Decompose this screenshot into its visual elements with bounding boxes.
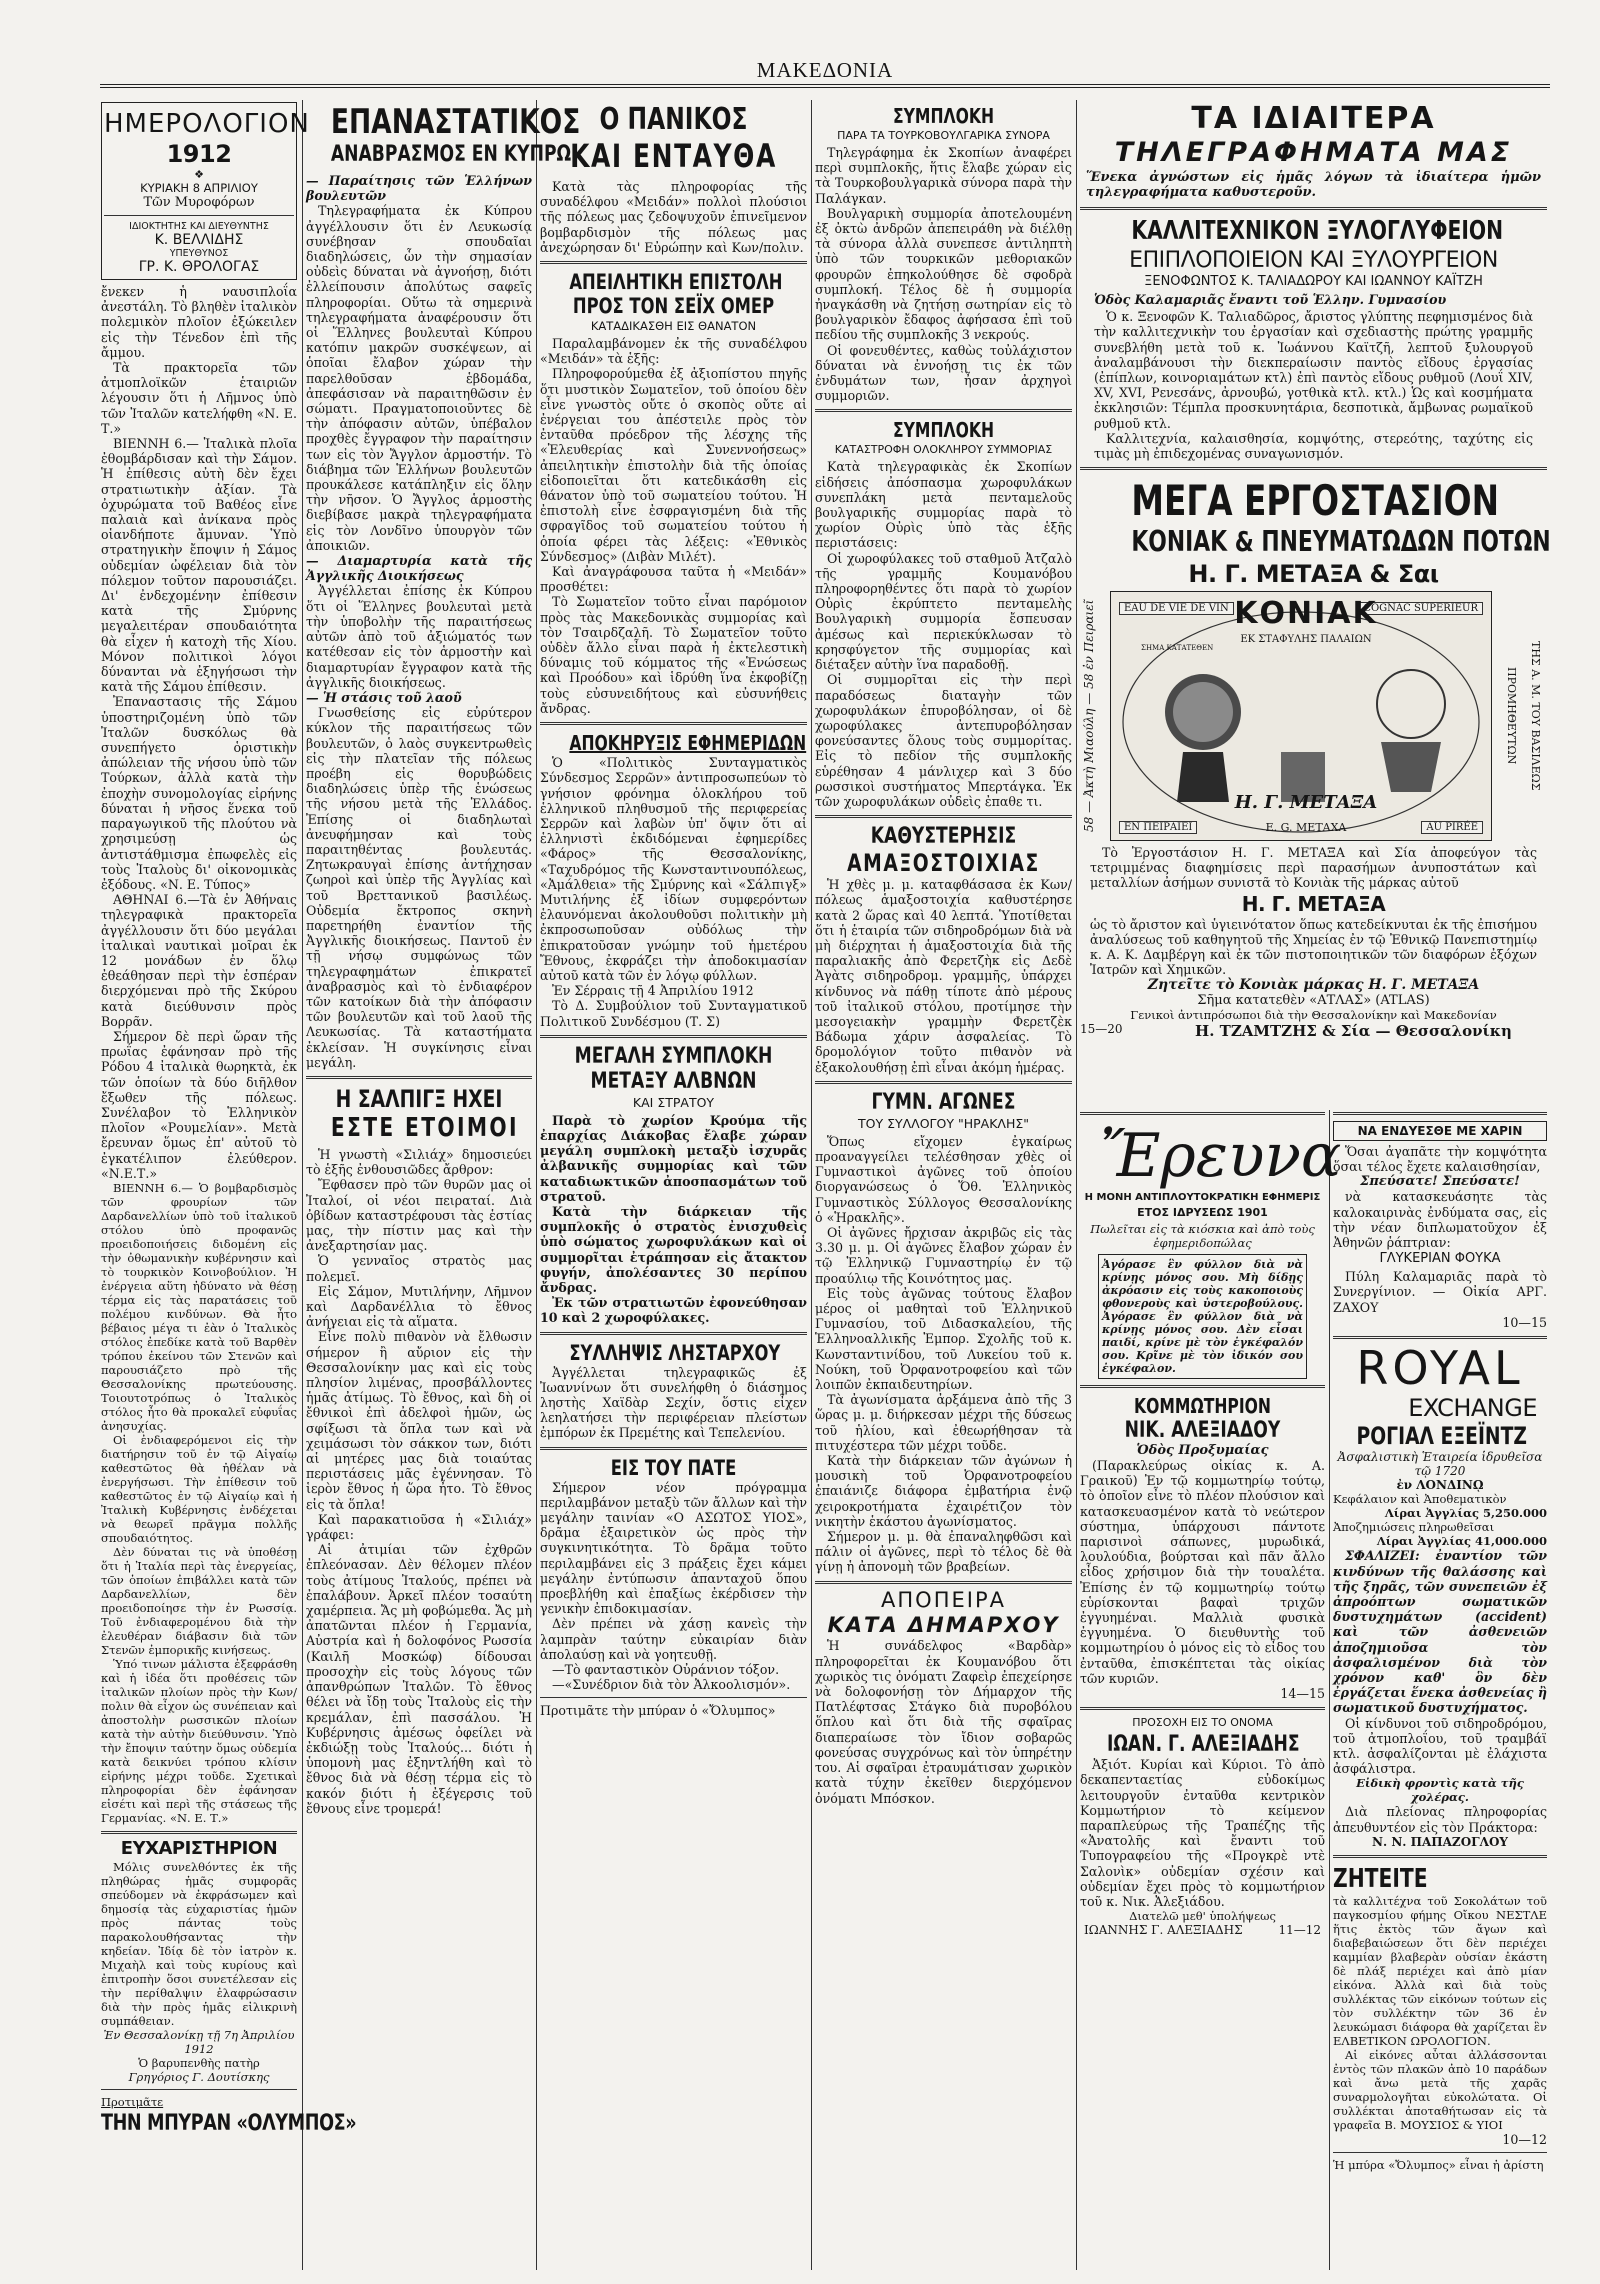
article-text: Σήμερον νέον πρόγραμμα περιλαμβάνον μεταξὺ τῶν ἄλλων καὶ τὴν μεγάλην ταινίαν «Ο ΑΣΩΤΟΣ ΥΙΟΣ», δρᾶμα ἐξαιρετικὸν ὡς πρὸς τὴν συγκινητικότητα. Τὸ δρᾶμα τοῦτο περιλαμβάνει εἰς 3 πράξεις ἔχει κάμει μεγάλην ἐντύπωσιν ἁπανταχοῦ ὅπου προεβλήθη καὶ ἐπαξίως ἐκέρδισεν τὴν γενικὴν ἐπιδοκιμασίαν. [540,1479,807,1617]
telegram-note: Ἕνεκα ἀγνώστων εἰς ἡμᾶς λόγων τὰ ἰδιαίτερα ἡμῶν τηλεγραφήματα καθυστεροῦν. [1086,170,1541,201]
ad-demand: Ζητεῖτε τὸ Κονιὰκ μάρκας Η. Γ. ΜΕΤΑΞΑ [1147,977,1480,994]
ad-text: Καλλιτεχνία, καλαισθησία, κομψότης, στερεότης, ταχύτης εἰς τιμὰς μὴ ἐπιδεχομένας συναγωνισμόν. [1094,430,1533,461]
article-text: Δὲν πρέπει νὰ χάσῃ κανεὶς τὴν λαμπρὰν ταύτην εὐκαιρίαν διὰν ἀπολαύσῃ καὶ νὰ γοητευθῇ. [540,1616,807,1662]
article-text: Οἱ ἐνδιαφερόμενοι εἰς τὴν διατήρησιν τοῦ ἐν τῷ Αἰγαίῳ καθεστῶτος θὰ ἠθέλαν νὰ ἐνεργήσωσι. Τὴν ἐπίθεσιν τοῦ καθεστῶτος ἐν τῷ Αἰγαίῳ καὶ ἡ Ἰταλικὴ Κυβέρνησις ἐνδέχεται νὰ θεωρεῖ πρᾶγμα πολλῆς σπουδαιότητος. [101,1432,297,1545]
erevna-title: Ἔρευνα [1100,1121,1342,1191]
olympos-beer-ad: ΤΗΝ ΜΠΥΡΑΝ «ΟΛΥΜΠΟΣ» [101,2111,357,2137]
thanks-signature: Γρηγόριος Γ. Δουτίσκης [128,2070,270,2085]
divider [101,2089,297,2090]
article-text: Ἐπαναστασις τῆς Σάμου ὑποστηριζομένη ὑπὸ τῶν Ἰταλῶν δυσκόλως θὰ συνεπήγετο ὁριστικὴν ἀπώλειαν τῆς νήσου ὑπὸ τῶν Τούρκων, ἀλλὰ κατὰ τὴν ἐποχὴν συνομολογίας εἰρήνης δύναται ἡ νῆσος ἕνεκα τοῦ παραγωγικοῦ τῆς πλούτου νὰ χρησιμεύσῃ ὡς ἀντιστάθμισμα ἐπωφελὲς εἰς τοὺς Ἰταλοὺς δι' οἰκονομικὰς ἐξόδους. «Ν. Ε. Τύπος» [101,694,297,892]
ad-title: ΚΟΜΜΩΤΗΡΙΟΝ [1134,1394,1271,1418]
ad-subtitle: ΚΟΝΙΑΚ & ΠΝΕΥΜΑΤΩΔΩΝ ΠΟΤΩΝ [1131,525,1551,559]
ad-text: Πωλεῖται εἰς τὰ κιόσκια καὶ ἀπὸ τοὺς ἐφημεριδοπώλας [1090,1222,1315,1250]
ad-subtitle: Η ΜΟΝΗ ΑΝΤΙΠΛΟΥΤΟΚΡΑΤΙΚΗ ΕΦΗΜΕΡΙΣ [1084,1192,1321,1203]
headline: ΜΕΓΑΛΗ ΣΥΜΠΛΟΚΗ [574,1043,773,1069]
article-text: Αἱ ἀτιμίαι τῶν ἐχθρῶν ἐπλεόνασαν. Δὲν θέλομεν πλέον τοὺς ἀτίμους Ἰταλούς, πρέπει νὰ ἐπαλάβουν. Ἀρκεῖ πλέον τοσαύτη χαμέρπεια. Ἄς μὴ φοβώμεθα. Ἄς μὴ ἀπατῶνται πλέον ἡ Γερμανία, Αὐστρία καὶ ἡ δολοφόνος Ρωσσία (Καιλῆ Μοσκώφ) δίδουσαι προσοχὴν εἰς τοὺς λόγους τῶν ἀπανθρώπων Ἰταλῶν. Τὸ ἔθνος θέλει νὰ ἴδῃ τοὺς Ἰταλοὺς εἰς τὴν κρεμάλαν, ἐπὶ πασσάλου. Ἡ Κυβέρνησις ἀμέσως ὀφείλει νὰ ἐκδιώξῃ τοὺς Ἰταλούς... διότι ἡ ὑπομονὴ μας ἐξηντλήθη καὶ τὸ ἔθνος διὰ νὰ θέσῃ τέρμα εἰς τὸ κακόν διότι ἡ ἐξέγερσις τοῦ ἔθνους εἶνε τρομερά! [306,1542,532,1816]
divider [540,1035,807,1038]
article-text: Τὰ πρακτορεῖα τῶν ἀτμοπλοϊκῶν ἑταιριῶν λέγουσιν ὅτι ἡ Λῆμνος ὑπὸ τῶν Ἰταλῶν κατελήφθη «Ν. Ε. Τ.» [101,360,297,436]
ad-number: 14—15 [1280,1686,1325,1702]
cognac-label-area [1080,591,1547,841]
thanks-title: ΕΥΧΑΡΙΣΤΗΡΙΟΝ [120,1837,278,1859]
calendar-feast: Τῶν Μυροφόρων [143,194,255,210]
ad-title: ΜΕΓΑ ΕΡΓΟΣΤΑΣΙΟΝ [1131,476,1500,526]
column-rule [302,100,303,2270]
article-text: Δὲν δύναται τις νὰ ὑποθέσῃ ὅτι ἡ Ἰταλία περὶ τὰς ἐνεργείας, τῶν ὁποίων ἐπιβάλλει κατὰ τῶν Δαρδανελλίων, δὲν προειδοποίησε τὴν ἐν Ρωσσίᾳ. Τοῦ ἐνδιαφερομένου διὰ τὴν ἐλευθέραν διάβασιν διὰ τῶν Στενῶν ἐμπορικῆς κινήσεως. [101,1544,297,1657]
headline: ΑΠΟΚΗΡΥΞΙΣ ΕΦΗΜΕΡΙΔΩΝ [569,731,807,756]
right-section [1080,100,1551,1110]
divider [540,1332,807,1335]
ad-number: 11—12 [1278,1923,1321,1938]
ad-trademark: Σῆμα κατατεθὲν «ΑΤΛΑΣ» (ATLAS) [1197,993,1430,1009]
divider [1080,1385,1325,1388]
ad-title: ΚΑΛΛΙΤΕΧΝΙΚΟΝ ΞΥΛΟΓΛΥΦΕΙΟΝ [1131,215,1504,246]
purveyor-vertical: ΠΡΟΜΗΘΕΥΤΩΝ [1505,667,1518,765]
royal-subtitle: EXCHANGE [1408,1393,1537,1422]
article-text: Οἱ συμμορῖται εἰς τὴν περὶ παραδόσεως διαταγὴν τῶν χωροφυλάκων ἐπυροβόλησαν, οἱ δὲ χωροφύλακες ἀντεπυροβόλησαν φονεύσαντες ὅλους τοὺς συμμορίτας. Εἰς τὸ πεδίον τῆς συμπλοκῆς εὑρέθησαν 4 μάνλιχερ καὶ 3 δύο ρωσσικοὶ συστήματος Μπερτάγκα. Ἐκ τῶν χωροφυλάκων οὐδεὶς ἐπαθε τι. [815,672,1072,809]
editor-name: ΓΡ. Κ. ΘΡΟΛΟΓΑΣ [138,258,260,275]
headline-sub: ΕΣΤΕ ΕΤΟΙΜΟΙ [330,1112,519,1143]
headline-sub: ΚΑΙ ΕΝΤΑΥΘΑ [570,137,777,175]
article-text: Σήμερον δὲ περὶ ὥραν τῆς πρωΐας ἐφάνησαν πρὸ τῆς Ρόδου 4 ἰταλικὰ θωρηκτὰ, ἐκ τῶν ὁποίων τὰ δύο διῆλθον ἔξωθεν τῆς πόλεως. Συνέλαβον τὸ Ἑλληνικὸν πλοῖον «Ρουμελίαν». Μετὰ ἔρευναν ὅμως ἐπ' αὐτοῦ τὸ ἐγκατέλιπον ἐλεύθερον. «Ν.Ε.Τ.» [101,1028,297,1181]
ad-agent: Ν. Ν. ΠΑΠΑΖΟΓΛΟΥ [1372,1834,1508,1849]
label-left-tag: EAU DE VIE DE VIN [1119,602,1234,615]
ad-text: Διὰ πλείονας πληροφορίας ἀπευθυντέον εἰς τὸν Πράκτορα: [1333,1804,1547,1835]
calendar-box [101,102,310,280]
subheading: ΤΟΥ ΣΥΛΛΟΓΟΥ "ΗΡΑΚΛΗΣ" [857,1115,1029,1131]
beer-note: Προτιμᾶτε τὴν μπύραν ὁ «Ὄλυμπος» [540,1703,776,1719]
subheading: — Ἡ στάσις τοῦ λαοῦ [306,689,462,705]
subheading: — Παραίτησις τῶν Ἑλλήνων βουλευτῶν [306,173,532,204]
column-3 [540,100,807,2270]
article-text: Ὁ «Πολιτικὸς Συνταγματικὸς Σύνδεσμος Σερρῶν» ἀντιπροσωπεύων τὸ γνήσιον φρόνημα ὁλοκλήρου τοῦ ἑλληνικοῦ πληθυσμοῦ τῆς περιφερείας Σερρῶν καὶ λαβὼν ὑπ' ὄψιν ὅτι αἱ ἑλληνιστὶ ἐκδιδόμεναι ἐφημερίδες «Φάρος» τῆς Θεσσαλονίκης, «Ταχυδρόμος τῆς Κωνσταντινουπόλεως, «Ἀμάλθεια» τῆς Σμύρνης καὶ «Σάλπιγξ» Μυτιλήνης ἐξ ἰδίων συμφερόντων ἑλαυνόμεναι ἀκολουθοῦσι πολιτικὴν μὴ ἐκπροσωποῦσαν οὐδόλως τὴν ἐπικρατοῦσαν γνώμην τοῦ ἡμετέρου Ἔθνους, ἐκφράζει τὴν ἀποδοκιμασίαν αὐτοῦ κατὰ τῶν ἐν λόγῳ φύλλων. [540,755,807,983]
article-text: ἔνεκεν ἡ ναυσιπλοΐα ἀνεστάλη. Τὸ βληθὲν ἰταλικὸν πολεμικὸν πλοῖον ἐξώκειλεν εἰς τὴν Τένεδον ἐπὶ τῆς ἄμμου. [101,283,297,360]
article-text: Εἶνε πολὺ πιθανὸν νὰ ἔλθωσιν σήμερον ἢ αὔριον εἰς τὴν Θεσσαλονίκην μας καὶ εἰς τοὺς πλησίον λιμένας, προσβάλλοντες ἡμᾶς ἀτίμως. Τὸ ἔθνος, καὶ δὴ οἱ ἔθνικοὶ ἐπὶ ἀδελφοὶ ἡμῶν, ὡς σφίξωσι τὰ ὅπλα των καὶ νὰ χειμάσωσι τὸν σάκκον των, διότι αἱ μητέρες μας διὰ τοιαύτας περιστάσεις μᾶς ἐγέννησαν. Τὸ ἱερὸν ἔθνος ἡ ὥρα ἦτο. Τὸ ἔθνος εἰς τὰ ὅπλα! [306,1329,532,1512]
column-rule [1076,100,1077,2270]
label-mark: ΣΗΜΑ ΚΑΤΑΤΕΘΕΝ [1141,643,1214,652]
headline: ΠΡΟΣ ΤΟΝ ΣΕΪΧ ΟΜΕΡ [572,294,775,319]
article-text: Ἔφθασεν πρὸ τῶν θυρῶν μας οἱ Ἰταλοί, οἱ νέοι πειραταί. Διὰ ὀβίδων καταστρέφουσι τὰς ἑστίας μας, τὴν πίστιν μας καὶ τὴν ἀνεξαρτησίαν μας. [306,1177,532,1254]
ad-text: ὡς τὸ ἄριστον καὶ ὑγιεινότατον ὅπως κατεδείκνυται ἐκ τῆς ἐπισήμου ἀναλύσεως τοῦ καθηγητοῦ τῆς Χημείας ἐν τῷ Ἐθνικῷ Πανεπιστημίῳ κ. Α. Κ. Δαμβέργη καὶ ἐκ τῶν πιστοποιητικῶν τῶν διαφόρων ἐξόχων Ἰατρῶν καὶ Χημικῶν. [1090,916,1537,978]
divider [1080,467,1547,470]
ad-text: Ὅσαι ἀγαπᾶτε τὴν κομψότητα ὅσαι τέλος ἔχετε καλαισθησίαν, [1333,1144,1547,1175]
divider [1080,207,1547,210]
headline: ΑΠΟΠΕΙΡΑ [881,1587,1006,1612]
royal-title: ROYAL [1356,1341,1524,1396]
divider [540,1447,807,1450]
subheading: ΠΑΡΑ ΤΑ ΤΟΥΡΚΟΒΟΥΛΓΑΡΙΚΑ ΣΥΝΟΡΑ [837,129,1050,142]
divider [1080,1112,1325,1115]
ad-name: ΓΛΥΚΕΡΙΑΝ ΦΟΥΚΑ [1379,1251,1501,1267]
headline: ΚΑΘΥΣΤΕΡΗΣΙΣ [870,824,1017,850]
ad-text: τὰ καλλιτέχνα τοῦ Σοκολάτων τοῦ παγκοσμίου φήμης Οἴκου ΝΕΣΤΛΕ ἥτις ἐκτὸς τῶν ἄγων καὶ διαβεβαιώσεων ὅτι δὲν περιέχει καμμίαν βλαβερὰν οὐσίαν ἐκάστη δὲ πλάξ περιέχει καὶ ἀπὸ μίαν εἰκόνα. Ἀλλὰ καὶ διὰ τοὺς συλλέκτας τῶν εἰκόνων τούτων εἰς τὸν συλλέκτην τῶν 36 ἐν λευκώμασι διάφορα θὰ χαρίζεται ἓν ΕΛΒΕΤΙΚΟΝ ΩΡΟΛΟΓΙΟΝ. [1333,1893,1547,2048]
owner-label: ΙΔΙΟΚΤΗΤΗΣ ΚΑΙ ΔΙΕΥΘΥΝΤΗΣ [129,220,269,232]
article-text: Κατὰ τὰς πληροφορίας τῆς συναδέλφου «Μειδάν» πολλοὶ πλούσιοι τῆς πόλεως μας ζεδοψυχοῦν ἐπινεῖμενον βομβαρδισμὸν τῆς πόλεως μας ἀνεχώρησαν δι' Εὐρώπην καὶ Κων/πολιν. [540,179,807,255]
cognac-label [1110,591,1492,841]
divider [540,722,807,725]
ad-text: Ἀσφαλιστικὴ Ἑταιρεία ἱδρυθεῖσα τῷ 1720 [1337,1450,1543,1479]
divider [104,215,294,216]
ad-text: ἐν ΛΟΝΔΙΝῼ [1396,1478,1484,1493]
label-bottom-right: AU PIRÉE [1421,821,1483,834]
article-text: Πληροφορούμεθα ἐξ ἀξιοπίστου πηγῆς ὅτι μυστικὸν Σωματεῖον, τοῦ ὁποίου δὲν εἶνε γνωστὸς οὔτε ὁ σκοπὸς οὔτε αἱ ἐνέργειαι του ἀπέστειλε πρὸς τὸν ἐνταῦθα πρόεδρον τῆς λέσχης τῆς «Ἐλευθερίας καὶ Συνεννοήσεως» ἀπειλητικὴν ἐπιστολὴν διὰ τῆς ὁποίας εἰδοποιεῖται ὅτι κατεδικάσθη εἰς θάνατον ὑπὸ τοῦ σωματείου τούτου. Ἡ ἐπιστολὴ εἶνε ἐσφραγισμένη διὰ τῆς σφραγῖδος τοῦ σωματείου τούτου ἡ ὁποία φέρει τὰς λέξεις: «Ἐθνικὸς Σύνδεσμος» (Διβὰν Μιλέτ). [540,366,807,564]
column-5 [1080,1112,1342,2270]
article-text: Οἱ χωροφύλακες τοῦ σταθμοῦ Ἀτζαλὸ τῆς γραμμῆς Κουμανόβου πληροφορηθέντες ὅτι παρὰ τὸ χωρίον Οὐρὶς ἐκρύπτετο πενταμελὴς Βουλγαρικὴ συμμορία ἔσπευσαν ἀμέσως καὶ περιεκύκλωσαν τὸ κρησφύγετον τῆς συμμορίας καὶ διέταξεν αὐτὴν ἵνα παραδοθῇ. [815,550,1072,673]
divider [1333,2152,1547,2153]
masthead-rule [100,84,1550,88]
headline: ΕΠΑΝΑΣΤΑΤΙΚΟΣ [330,102,581,142]
headline: ΣΥΜΠΛΟΚΗ [892,418,995,443]
metaxa-ad [1080,476,1551,1042]
ad-address: Ὁδὸς Καλαμαριᾶς ἔναντι τοῦ Ἑλλην. Γυμνασίου [1094,291,1447,307]
article-text: Ὅπως εἴχομεν ἐγκαίρως προαναγγείλει τελέσθησαν χθὲς οἱ Γυμναστικοὶ ἀγῶνες τοῦ ὁποίου διοργανώσεως ὁ Ὅθ. Ἑλληνικὸς Γυμναστικὸς Σύλλογος Θεσσαλονίκης ὁ «Ἡρακλῆς». [815,1133,1072,1225]
woodcarving-ad [1080,216,1547,462]
article-text: ΒΙΕΝΝΗ 6.— Ὁ βομβαρδισμὸς τῶν φρουρίων τῶν Δαρδανελλίων ὑπὸ τοῦ ἰταλικοῦ στόλου ὑπὸ προφανῶς προειδοποιήσεις διδομένη εἰς τὴν ὀθωμανικὴν κυβέρνησιν καὶ τὸ τουρκικὸν Κοινοβούλιον. Ἡ ἐνέργεια αὕτη ἠδύνατο νὰ θέσῃ τέρμα εἰς τὰς παρατάσεις τοῦ πολέμου κινδύνων. Θὰ ἦτο βέβαιος μέγα τι ἐὰν ὁ Ἰταλικὸς στόλος ἐπεδίκε κατὰ τοῦ Βαρθὲν τρόπου ἐκείνου τῶν Στενῶν καὶ παρουσιάζετο πρὸ τῆς Θεσσαλονίκης πρωτεύουσης. Τοιουτοτρόπως ὁ Ἰταλικὸς στόλος ἦτο θὰ προκαλεῖ εὐφυΐας ἀνησυχίας. [101,1180,297,1433]
article-text: Κατὰ τὴν διάρκειαν τῆς συμπλοκῆς ὁ στρατὸς ἐνισχυθεὶς ὑπὸ σώματος χωροφυλάκων καὶ οἱ συμμορῖται ἐτράπησαν εἰς ἄτακτον φυγήν, ἀπολέσαντες 30 περίπου ἄνδρας. [540,1203,807,1295]
article-text: Ἡ συνάδελφος «Βαρδὰρ» πληροφορεῖται ἐκ Κουμανόβου ὅτι χωρικὸς τις ὀνόματι Ζαφεὶρ ἐπεχείρησε νὰ δολοφονήσῃ τὸν Δήμαρχον τῆς Πατλέφτσας Στάγκο διὰ πυροβόλου ὅπλου καὶ ὅτι διὰ τῆς σφαῖρας διαπεραίωσε τὸν ἴδιον σοβαρῶς φονεύσας συγχρόνως καὶ τὸν ὑπηρέτην του. Αἱ σφαῖραι ἐτραυμάτισαν χωρικὸν κατὰ τύχην ἐκεῖθεν διερχόμενον ὀνόματι Μπόσκον. [815,1638,1072,1806]
article-text: Ἀγγέλλεται τηλεγραφικῶς ἐξ Ἰωαννίνων ὅτι συνελήφθη ὁ διάσημος ληστὴς Χαϊδὰρ Σεχίν, ὅστις εἶχεν λεηλατήσει τὴν περιφέρειαν πλείστων ἐμπόρων ἐκ Πρεμέτης καὶ Τεπελενίου. [540,1364,807,1441]
ad-subtitle: ΕΠΙΠΛΟΠΟΙΕΙΟΝ ΚΑΙ ΞΥΛΟΥΡΓΕΙΟΝ [1129,247,1498,273]
divider [306,1076,532,1079]
subheading: — Διαμαρτυρία κατὰ τῆς Ἀγγλικῆς Διοικήσεως [306,553,532,584]
column-2 [306,100,581,2270]
newspaper-name: ΜΑΚΕΔΟΝΙΑ [756,58,894,82]
article-text: Βουλγαρικὴ συμμορία ἀποτελουμένη ἐξ ὀκτὼ ἀνδρῶν ἀπεπειράθη νὰ διέλθῃ τὰ σύνορα ἀλλὰ συνεπεσε ἀντιληπτὴ ὑπὸ τῶν τουρκικῶν μεθοριακῶν φρουρῶν ἐπηκολούθησε δὲ σφοδρὰ συμπλοκή. Τέλος δὲ ἡ συμμορία ἠναγκάσθη νὰ ζητήσῃ σωτηρίαν εἰς τὸ βουλγαρικὸν ἔδαφος ἀφήσασα ἐπὶ τοῦ πεδίου τῆς συμπλοκῆς 3 νεκρούς. [815,205,1072,343]
headline: ΣΥΛΛΗΨΙΣ ΛΗΣΤΑΡΧΟΥ [569,1340,781,1365]
headline: ΕΙΣ ΤΟΥ ΠΑΤΕ [610,1455,737,1480]
ad-text: Ἀξιότ. Κυρίαι καὶ Κύριοι. Τὸ ἀπὸ δεκαπενταετίας εὐδοκίμως λειτουργοῦν ἐνταῦθα κεντρικὸν Κομμωτήριον τὸ κείμενον παραπλεύρως τῆς Τραπέζης τῆς «Ἀνατολῆς καὶ ἔναντι τοῦ Τυπογραφείου τῆς «Προγκρὲ ντὲ Σαλονὶκ» οὐδεμίαν σχέσιν καὶ οὐδεμίαν ἔχει πρὸς τὸ κομμωτήριον τοῦ κ. Νικ. Ἀλεξιάδου. [1080,1757,1325,1910]
ad-number: 15—20 [1080,1022,1123,1037]
ad-address: Ὁδὸς Προξυμαίας [1136,1443,1269,1458]
subheading: ΚΑΤΑΣΤΡΟΦΗ ΟΛΟΚΛΗΡΟΥ ΣΥΜΜΟΡΙΑΣ [834,443,1053,457]
ad-text: Λίραι Ἀγγλίας 5,250.000 [1384,1506,1547,1521]
article-text: Τὰ ἀγωνίσματα ἀρξάμενα ἀπὸ τῆς 3 ὥρας μ. μ. διήρκεσαν μέχρι τῆς δύσεως τοῦ ἡλίου, καὶ ἐθεωρήθησαν τὰ πιτυχέστερα τῶν μέχρι τοῦδε. [815,1392,1072,1453]
erevna-box: Ἀγόρασε ἓν φύλλον διὰ νὰ κρίνῃς μόνος σου. Μὴ δίδῃς ἀκρόασιν εἰς τοὺς κακοποιοὺς φθονεροὺς καὶ ὑστεροβούλους. Ἀγόρασε ἓν φύλλον διὰ νὰ κρίνῃς μόνος σου. Δὲν εἶσαι παιδί, κρίνε μὲ τὸν ἐγκέφαλόν σου. Κρῖνε μὲ τὸν ἰδικόν σου ἐγκέφαλον. [1098,1254,1307,1379]
article-text: Τηλεγραφήματα ἐκ Κύπρου ἀγγέλλουσιν ὅτι ἐν Λευκωσίᾳ συνέβησαν σπουδαῖαι διαδηλώσεις, ὧν τὴν σημασίαν οὐδεὶς δύναται νὰ ἀγνοήσῃ, διότι ἐλλείπουσιν ἀπολύτως σαφεῖς πληροφορίαι. Οὕτω τὰ σημερινὰ τηλεγραφήματα ἀναφέρουσιν ὅτι οἱ Ἕλληνες βουλευταὶ Κύπρου κατόπιν μακρῶν συσκέψεων, αἱ ὁποῖαι ἔλαβον χώραν τὴν παρελθοῦσαν ἑβδομάδα, ἀπεφάσισαν νὰ παραιτηθῶσιν ἐν σώματι. Πραγματοποιοῦντες δὲ τὴν ἀπόφασιν αὐτῶν, ὑπέβαλον προχθὲς ἔγγραφον τὴν παραίτησιν των εἰς τὸν Ἄγγλον ἁρμοστήν. Τὸ διάβημα τῶν Ἑλλήνων βουλευτῶν προυκάλεσε κατάπληξιν εἰς ὅλην τὴν νῆσον. Ὁ Ἄγγλος ἁρμοστὴς διεβίβασε μακρὰ τηλεγραφήματα εἰς τὸν Λονδῖνο ὑπουργὸν τῶν ἀποικιῶν. [306,203,532,553]
article-text: Εἰς τοὺς ἀγῶνας τούτους ἔλαβον μέρος οἱ μαθηταὶ τοῦ Ἑλληνικοῦ Γυμνασίου, τοῦ Διδασκαλείου, τῆς Ἑλληνοαλλικῆς Ἐμπορ. Σχολῆς τοῦ κ. Κωνσταντινίδου, τοῦ Λυκείου τοῦ κ. Νούκη, τοῦ Ὀρφανοτροφείου καὶ τῶν λοιπῶν ἐκπαιδευτηρίων. [815,1285,1072,1393]
headline: ΓΥΜΝ. ΑΓΩΝΕΣ [871,1089,1016,1115]
ad-title: ΝΑ ΕΝΔΥΕΣΘΕ ΜΕ ΧΑΡΙΝ [1333,1121,1547,1141]
ad-address: Πύλη Καλαμαριᾶς παρὰ τὸ Συνεργίνιον. — Οἰκία ΑΡΓ. ΖΑΧΟΥ [1333,1269,1547,1315]
ad-brand: Η. Γ. ΜΕΤΑΞΑ [1241,892,1386,917]
headline: ΑΜΑΞΟΣΤΟΙΧΙΑΣ [847,849,1040,878]
agent-row [1080,1022,1547,1042]
article-text: Τὸ Δ. Συμβούλιον τοῦ Συνταγματικοῦ Πολιτικοῦ Συνδέσμου (Τ. Σ) [540,998,807,1029]
label-right-tag: COGNAC SUPERIEUR [1358,602,1483,615]
article-text: Τὸ Σωματεῖον τοῦτο εἶναι παρόμοιον πρὸς τὰς Μακεδονικὰς συμμορίας καὶ τὸν Τσαιρδζαλῆ. Τὸ Σωματεῖον τοῦτο οὐδὲν ἄλλο εἶναι παρὰ ἡ ἐκτελεστικὴ δύναμις τοῦ κόμματος τῆς «Ἑνώσεως καὶ Προόδου» καὶ ἱδρύθη ἵνα ἐκφοβίζῃ τοὺς εὐσυνειδήτους καὶ εὐσυνήθεις ἄνδρας. [540,594,807,716]
column-rule [811,100,812,2270]
thanks-date: Ἐν Θεσσαλονίκῃ τῇ 7η Ἀπριλίου 1912 [103,2028,295,2057]
column-rule [1329,1110,1330,2270]
divider [1333,1336,1547,1339]
calendar-year: 1912 [166,139,232,168]
article-text: Γνωσθείσης εἰς εὐρύτερον κύκλον τῆς παραιτήσεως τῶν βουλευτῶν, ὁ λαὸς συγκεντρωθεὶς εἰς τὴν πλατεῖαν τῆς πόλεως προέβη εἰς θορυβώδεις διαδηλώσεις ὑπὲρ τῆς ἑνώσεως τῆς νήσου μετὰ τῆς Ἑλλάδος. Ἐπίσης οἱ διαδηλωταὶ ἀνευφήμησαν καὶ τοὺς παραιτηθέντας βουλευτάς. Ζητωκραυγαὶ ἐπίσης ἀντήχησαν ζωηροὶ καὶ ὑπὲρ τῆς Ἀγγλίας καὶ τοῦ Βρεττανικοῦ βασιλέως. Οὐδεμία ἔκτροπος σκηνὴ παρετηρήθη ἐναντίον τῆς Ἀγγλικῆς διοικήσεως. Παντοῦ ἐν τῇ νήσῳ συμφώνως τῶν τηλεγραφημάτων ἐπικρατεῖ ἀναβρασμὸς καὶ τὸ ἐνδιαφέρον τῶν κατοίκων διὰ τὴν ἀπόφασιν τῶν βουλευτῶν καὶ τοῦ λαοῦ τῆς Λευκωσίας. Τὰ καταστήματα ἐκλείσαν. Ἡ συγκίνησις εἶναι μεγάλη. [306,705,532,1070]
ad-number: 10—12 [1502,2131,1547,2147]
ad-text: Τὸ Ἐργοστάσιον Η. Γ. ΜΕΤΑΞΑ καὶ Σία ἀποφεύγον τὰς τετριμμένας διαφημίσεις περὶ παρασήμων ἀνυποστάτων καὶ μεταλλίων ἀσήμων συνιστᾶ τὸ Κονιὰκ τῆς μάρκας αὐτοῦ [1090,844,1537,891]
royal-greek: ΡΟΓΙΑΛ ΕΞΕΪΝΤΖ [1356,1422,1527,1451]
divider [540,261,807,264]
divider [815,815,1072,818]
subheading: ΚΑΙ ΣΤΡΑΤΟΥ [632,1094,715,1110]
article-text: Σήμερον μ. μ. θὰ ἐπαναληφθῶσι καὶ πάλιν οἱ ἀγῶνες, περὶ τὸ τέλος δὲ θὰ γίνῃ ἡ ἀπονομὴ τῶν βραβείων. [815,1529,1072,1575]
article-text: Παρὰ τὸ χωρίον Κρούμα τῆς ἐπαρχίας Διάκοβας ἔλαβε χώραν μεγάλη συμπλοκὴ μεταξὺ ἰσχυρᾶς ἀλβανικῆς συμμορίας καὶ τῶν καταδιωκτικῶν ἀποσπασμάτων τοῦ στρατοῦ. [540,1112,807,1204]
calendar-date: ΚΥΡΙΑΚΗ 8 ΑΠΡΙΛΙΟΥ [140,180,258,195]
article-text: Καὶ παρακατιοῦσα ἡ «Σιλιάχ» γράφει: [306,1511,532,1543]
headline-sub: ΑΝΑΒΡΑΣΜΟΣ ΕΝ ΚΥΠΡΩ [330,142,572,167]
article-text: Ἀγγέλλεται ἐπίσης ἐκ Κύπρου ὅτι οἱ Ἕλληνες βουλευταὶ μετὰ τὴν ὑποβολὴν τῆς παραιτήσεως αὐτῶν ἀπὸ τοῦ ἀξιώματός των κατέθεσαν εἰς τὸν ἁρμοστὴν καὶ διαμαρτυρίαν ἔγγραφον κατὰ τῆς ἀγγλικῆς διοικήσεως. [306,583,532,690]
ad-name: ΙΩΑΝ. Γ. ΑΛΕΞΙΑΔΗΣ [1106,1732,1300,1758]
article-text: ΑΘΗΝΑΙ 6.—Τὰ ἐν Ἀθήναις τηλεγραφικὰ πρακτορεῖα ἀγγέλλουσιν ὅτι δύο μεγάλαι ἰταλικαὶ ναυτικαὶ μοῖραι ἐκ 12 μονάδων ἐν ὅλῳ ἐθεάθησαν περὶ τὴν ἑσπέραν διερχόμεναι πρὸ τῆς Σκύρου κατὰ διεύθυνσιν πρὸς Βορρᾶν. [101,892,297,1029]
column-7 [1333,1112,1547,2270]
address-vertical: 58 — Ἀκτὴ Μιαούλη — 58 ἐν Πειραιεῖ [1082,599,1096,832]
article-text: Οἱ φονευθέντες, καθὼς τοὐλάχιστον δύναται νὰ ἐννοήσῃ τις ἐκ τῶν ἐνδυμάτων των, ἦσαν ἀρχηγοὶ συμμοριῶν. [815,342,1072,404]
column-4 [815,100,1072,2270]
divider [815,1081,1072,1084]
ad-text: Λίραι Ἀγγλίας 41,000.000 [1376,1534,1547,1549]
column-rule [536,100,537,2270]
ad-text: Αἱ εἰκόνες αὗται ἀλλάσσονται ἐντὸς τῶν πλακῶν ἀπὸ 10 παράδων καὶ ἄνω μετὰ τῆς χαρᾶς συναρμολογῆται εὐκολώτατα. Οἱ συλλέκται ἀποταθήτωσαν εἰς τὰ γραφεῖα Β. ΜΟΥΣΙΟΣ & ΥΙΟΙ [1333,2047,1547,2132]
ad-names: ΞΕΝΟΦΩΝΤΟΣ Κ. ΤΑΛΙΑΔΩΡΟΥ ΚΑΙ ΙΩΑΝΝΟΥ ΚΑΪΤΖΗ [1144,273,1483,289]
article-text: Ἡ γνωστὴ «Σιλιάχ» δημοσιεύει τὸ ἑξῆς ἐνθουσιῶδες ἄρθρον: [306,1146,532,1178]
divider [1080,1707,1325,1710]
label-sub: ΕΚ ΣΤΑΦΥΛΗΣ ΠΑΛΑΙΩΝ [1240,633,1372,645]
ad-agents: Γενικοὶ ἀντιπρόσωποι διὰ τὴν Θεσσαλονίκην καὶ Μακεδονίαν [1130,1008,1497,1023]
ad-hurry: Σπεύσατε! Σπεύσατε! [1360,1174,1520,1190]
article-text: Ὁ γενναῖος στρατὸς μας πολεμεῖ. [306,1253,532,1284]
divider [540,1697,807,1698]
headline: ΤΗΛΕΓΡΑΦΗΜΑΤΑ ΜΑΣ [1114,136,1513,168]
ad-text: ΣΦΑΛΙΖΕΙ: ἐναντίον τῶν κινδύνων τῆς θαλάσσης καὶ τῆς ξηρᾶς, τῶν συνεπειῶν ἐξ ἀπροόπτων σωματικῶν δυστυχημάτων (accident) καὶ τῶν ἀσθενειῶν ἀποζημιοῦσα τὸν ἀσφαλισμένον διὰ τὸν χρόνον καθ' ὃν δὲν ἐργάζεται ἕνεκα ἀσθενείας ἢ σωματικοῦ δυστυχήματος. [1333,1548,1547,1716]
ad-text: Ἀποζημιώσεις πληρωθεῖσαι [1333,1520,1495,1535]
ornament: ❖ [194,167,204,181]
divider [1333,1855,1547,1858]
thanks-signature-role: Ὁ βαρυπενθὴς πατὴρ [138,2056,260,2071]
ad-text: Εἰδικὴ φροντὶς κατὰ τῆς χολέρας. [1356,1776,1524,1805]
article-text: Καὶ ἀναγράφουσα ταῦτα ἡ «Μειδάν» προσθέτει: [540,564,807,595]
article-text: —Τὸ φανταστικὸν Οὐράνιον τόξον. [552,1662,780,1678]
article-text: Κατὰ τὴν διάρκειαν τῶν ἀγώνων ἡ μουσικὴ τοῦ Ὀρφανοτροφείου ἐπαιάνιζε διάφορα ἐμβατήρια ἐνῷ χειροκροτήματα ἐχαιρέτιζον τὸν νικητὴν ἑκάστου ἀγωνίσματος. [815,1453,1072,1529]
headline: Η ΣΑΛΠΙΓΞ ΗΧΕΙ [335,1084,503,1113]
headline: ΜΕΤΑΞΥ ΑΛΒΝΩΝ [590,1068,757,1094]
subheading: ΚΑΤΑΔΙΚΑΣΘΗ ΕΙΣ ΘΑΝΑΤΟΝ [590,319,757,334]
divider [815,409,1072,412]
editor-label: ΥΠΕΥΘΥΝΟΣ [169,247,229,259]
ad-name: ΝΙΚ. ΑΛΕΞΙΑΔΟΥ [1124,1418,1281,1443]
ad-prefix: ΠΡΟΣΟΧΗ ΕΙΣ ΤΟ ΟΝΟΜΑ [1132,1716,1273,1730]
article-text: —«Συνέδριον διὰ τὸν Ἀλκοολισμόν». [552,1677,791,1693]
article-text: Ἐκ τῶν στρατιωτῶν ἐφονεύθησαν 10 καὶ 2 χωροφύλακες. [540,1295,807,1326]
ad-number: 10—15 [1502,1314,1547,1330]
ad-agent-name: Η. ΤΖΑΜΤΖΗΣ & Σία — Θεσσαλονίκη [1195,1022,1512,1041]
divider [101,1831,297,1834]
label-bottom-left: ΕΝ ΠΕΙΡΑΙΕΙ [1119,821,1197,834]
headline: ΤΑ ΙΔΙΑΙΤΕΡΑ [1191,101,1436,136]
ad-title: ΖΗΤΕΙΤΕ [1333,1863,1428,1894]
article-text: ΒΙΕΝΝΗ 6.— Ἰταλικὰ πλοῖα ἐθομβάρδισαν καὶ τὴν Σάμον. Ἡ ἐπίθεσις αὐτὴ δὲν ἔχει στρατιωτικὴν ἀξίαν. Τὰ ὀχυρώματα τοῦ Βαθέος εἶνε παλαιὰ καὶ ἀνίκανα πρὸς οἱανδήποτε ἄμυναν. Ὑπὸ στρατηγικὴν ἔποψιν ἡ Σάμος οὐδεμίαν ὠφέλειαν διὰ τὸν πόλεμον τοῦτον παρουσιάζει. Δι' ἐνδεχομένην ἐπίθεσιν κατὰ τῆς Σμύρνης μεγαλειτέραν σπουδαιότητα θὰ εἶχεν ἡ κατοχὴ τῆς Χίου. Μόνον πολιτικοὶ λόγοι δύνανται νὰ ἐξηγήσωσι τὴν κατὰ τῆς Σάμου ἐπίθεσιν. [101,436,297,695]
label-maker: Η. Γ. ΜΕΤΑΞΑ [1234,791,1378,813]
ad-signoff: Διατελῶ μεθ' ὑπολήψεως [1129,1909,1276,1924]
divider [1333,1112,1547,1115]
label-brand-word: ΚΟΝΙΑΚ [1234,595,1378,631]
headline: ΑΠΕΙΛΗΤΙΚΗ ΕΠΙΣΤΟΛΗ [569,270,783,295]
headline: Ο ΠΑΝΙΚΟΣ [599,102,748,137]
thanks-text: Μόλις συνελθόντες ἐκ τῆς πληθώρας ἡμᾶς συμφορᾶς σπεύδομεν νὰ ἐκφράσωμεν καὶ δημοσίᾳ τὰς εὐχαριστίας ἡμῶν πρὸς πάντας τοὺς παρακολουθήσαντας τὴν κηδείαν. Ἰδίᾳ δὲ τὸν ἰατρὸν κ. Μιχαὴλ καὶ τοὺς κυρίους καὶ ἐπιτροπὴν ὅσοι συνετέλεσαν εἰς τὴν περίθαλψιν ἐλαφρώσασιν διὰ τὴν πρὸς ἡμᾶς εἰλικρινὴ συμπάθειαν. [101,1860,297,2029]
article-text: Εἰς Σάμον, Μυτιλήνην, Λῆμνον καὶ Δαρδανέλλια τὸ ἔθνος ἀνήγειαι εἰς τὰ αἵματα. [306,1283,532,1330]
article-text: Οἱ ἀγῶνες ἤρχισαν ἀκριβῶς εἰς τὰς 3.30 μ. μ. Οἱ ἀγῶνες ἔλαβον χώραν ἐν τῷ Ἑλληνικῷ Γυμναστηρίῳ ἐν τῷ προαύλιῳ τῆς Κοινότητος μας. [815,1224,1072,1286]
ad-text: Κεφάλαιον καὶ Ἀποθεματικὸν [1333,1492,1507,1507]
divider [815,1581,1072,1584]
owner-name: Κ. ΒΕΛΛΙΔΗΣ [154,231,244,248]
ad-signature: ΙΩΑΝΝΗΣ Γ. ΑΛΕΞΙΑΔΗΣ [1084,1923,1243,1938]
royal-vertical: ΤΗΣ Α. Μ. ΤΟΥ ΒΑΣΙΛΕΩΣ [1529,640,1542,791]
ad-text: (Παρακλεύρως οἰκίας κ. Α. Γραικοῦ) Ἐν τῷ κομμωτηρίῳ τούτῳ, τὸ ὁποῖον εἶνε τὸ πλέον πλούσιον καὶ κατασκευασμένον κατὰ τὸ νεώτερον σύστημα, ὑπάρχουσι πάντοτε παρισινοὶ σάπωνες, μυρωδικά, λουλούδια, βούρτσαι καὶ πᾶν ἄλλο εἶδος χρήσιμον διὰ τὴν τουαλέτα. Ἐπίσης ἐν τῷ κομμωτηρίῳ τούτῳ εὑρίσκονται βαφαὶ τριχῶν ἐγγυημέναι. Μαλλιὰ φυσικὰ ἐγγυημένα. Ὁ διευθυντὴς τοῦ κομμωτηρίου ὁ μόνος εἰς τὸ εἶδος του ἐνταῦθα, ἐπισκέπτεται τὰς οἰκίας τῶν κυριῶν. [1080,1458,1325,1686]
ad-text: Οἱ κίνδυνοι τοῦ σιδηροδρόμου, τοῦ ἀτμοπλοΐου, τοῦ τραμβάϊ κτλ. ἀσφαλίζονται μὲ ἐλάχιστα ἀσφάλιστρα. [1333,1715,1547,1777]
ad-year: ΕΤΟΣ ΙΔΡΥΣΕΩΣ 1901 [1137,1206,1268,1219]
article-text: Ἡ χθὲς μ. μ. καταφθάσασα ἐκ Κων/πόλεως ἁμαξοστοιχία καθυστέρησε κατὰ 2 ὥρας καὶ 40 λεπτά. Ὑποτίθεται ὅτι ἡ ἑταιρία τῶν σιδηροδρόμων διὰ νὰ μὴ διέρχηται ἡ ἁμαξοστοιχία διὰ τῆς παραλιακῆς ἀπὸ Φερετζὴκ εἰς Δεδὲ Ἀγὰτς σιδηροδρομ. γραμμῆς, ὑπάρχει κίνδυνος νὰ πάθῃ τίποτε ἀπὸ μέρους τοῦ ἰταλικοῦ στόλου, προτίμησε τὴν μεσογειακὴν γραμμὴν Φερετζὲκ Βάδωμα χάριν ἀσφαλείας. Τὸ δρομολόγιον τοῦτο πιθανὸν νὰ ἐξακολουθήσῃ ἐπὶ εἶναι ἀκόμη ἡμέρας. [815,877,1072,1075]
article-text: Παραλαμβάνομεν ἐκ τῆς συναδέλφου «Μειδάν» τὰ ἑξῆς: [540,336,807,367]
label-bottom-mid: Ε. G. ΜΕΤΑΧΑ [1265,820,1347,834]
article-text: Τηλεγράφημα ἐκ Σκοπίων ἀναφέρει περὶ συμπλοκῆς, ἥτις ἔλαβε χώραν εἰς τὰ Τουρκοβουλγαρικὰ σύνορα παρὰ τὴν Παλάγκαν. [815,145,1072,206]
article-text: Ἐν Σέρραις τῇ 4 Ἀπριλίου 1912 [552,983,754,999]
ad-text: Ὁ κ. Ξενοφῶν Κ. Ταλιαδῶρος, ἄριστος γλύπτης πεφημισμένος διὰ τὴν καλλιτεχνικὴν του ἐργασίαν καὶ σχεδιαστὴς πρώτης γραμμῆς συνεβλήθη μετὰ τοῦ κ. Ἰωάννου Καϊτζῆ, λεπτοῦ ξυλουργοῦ ἀναλαμβάνουσι τὴν διεκπεραίωσιν παντὸς εἴδους ἐργασίας (ἐπίπλων, κοινοριαμάτων κτλ) ἐπὶ παντὸς εἴδους ρυθμοῦ (Λουΐ XIV, XV, XVI, Ρενεσάνς, ἀρνουβώ, γοτθικὰ κτλ. κτλ.) Ὡς καὶ κοσμήματα ἐκκλησιῶν: Τέμπλα προσκυνητάρια, δεσποτικὰ, ἄμβωνας ρωμαϊκοῦ ρυθμοῦ κτλ. [1094,309,1533,431]
column-1 [101,100,357,2270]
headline: ΣΥΜΠΛΟΚΗ [892,104,995,128]
headline: ΚΑΤΑ ΔΗΜΑΡΧΟΥ [827,1613,1060,1638]
signature-row [1080,1923,1325,1941]
article-text: Κατὰ τηλεγραφικὰς ἐκ Σκοπίων εἰδήσεις ἀπόσπασμα χωροφυλάκων συνεπλάκη μετὰ πενταμελοῦς βουλγαρικῆς συμμορίας παρὰ τὸ χωρίον Οὐρὶς ὑπὸ τὰς ἑξῆς περιστάσεις: [815,459,1072,551]
calendar-title: ΗΜΕΡΟΛΟΓΙΟΝ [104,109,310,139]
ad-brand: Η. Γ. ΜΕΤΑΞΑ & Σαι [1188,560,1439,589]
ad-prefix: Προτιμᾶτε [101,2095,164,2110]
article-text: Ὑπό τινων μάλιστα ἐξεφράσθη καὶ ἡ ἰδέα ὅτι προθέσεις τῶν ἰταλικῶν πλοίων πρὸς τὴν Κων/πολιν θὰ εἶχον ὡς συνέπειαν καὶ ἀποστολὴν ρωσσικῶν πλοίων κατὰ τὴν αὐτὴν διεύθυνσιν. Ὑπὸ τὴν ἔποψιν ταύτην ὅμως οὐδεμία κατὰ δεικνύει τρόπου κλίσιν εἰρήνης μέχρι τοῦδε. Σχετικαὶ πληροφορίαι δὲν ἐφάνησαν εἰσέτι καὶ περὶ τῆς στάσεως τῆς Γερμανίας. «Ν. Ε. Τ.» [101,1656,297,1825]
ad-text: νὰ κατασκευάσητε τὰς καλοκαιρινὰς ἐνδύματα σας, εἰς τὴν νέαν διπλωματοῦχον ἐξ Ἀθηνῶν ῥάπτριαν: [1333,1189,1547,1251]
masthead [100,58,1550,98]
beer-note: Ἡ μπύρα «Ὄλυμπος» εἶναι ἡ ἀρίστη [1333,2158,1544,2173]
